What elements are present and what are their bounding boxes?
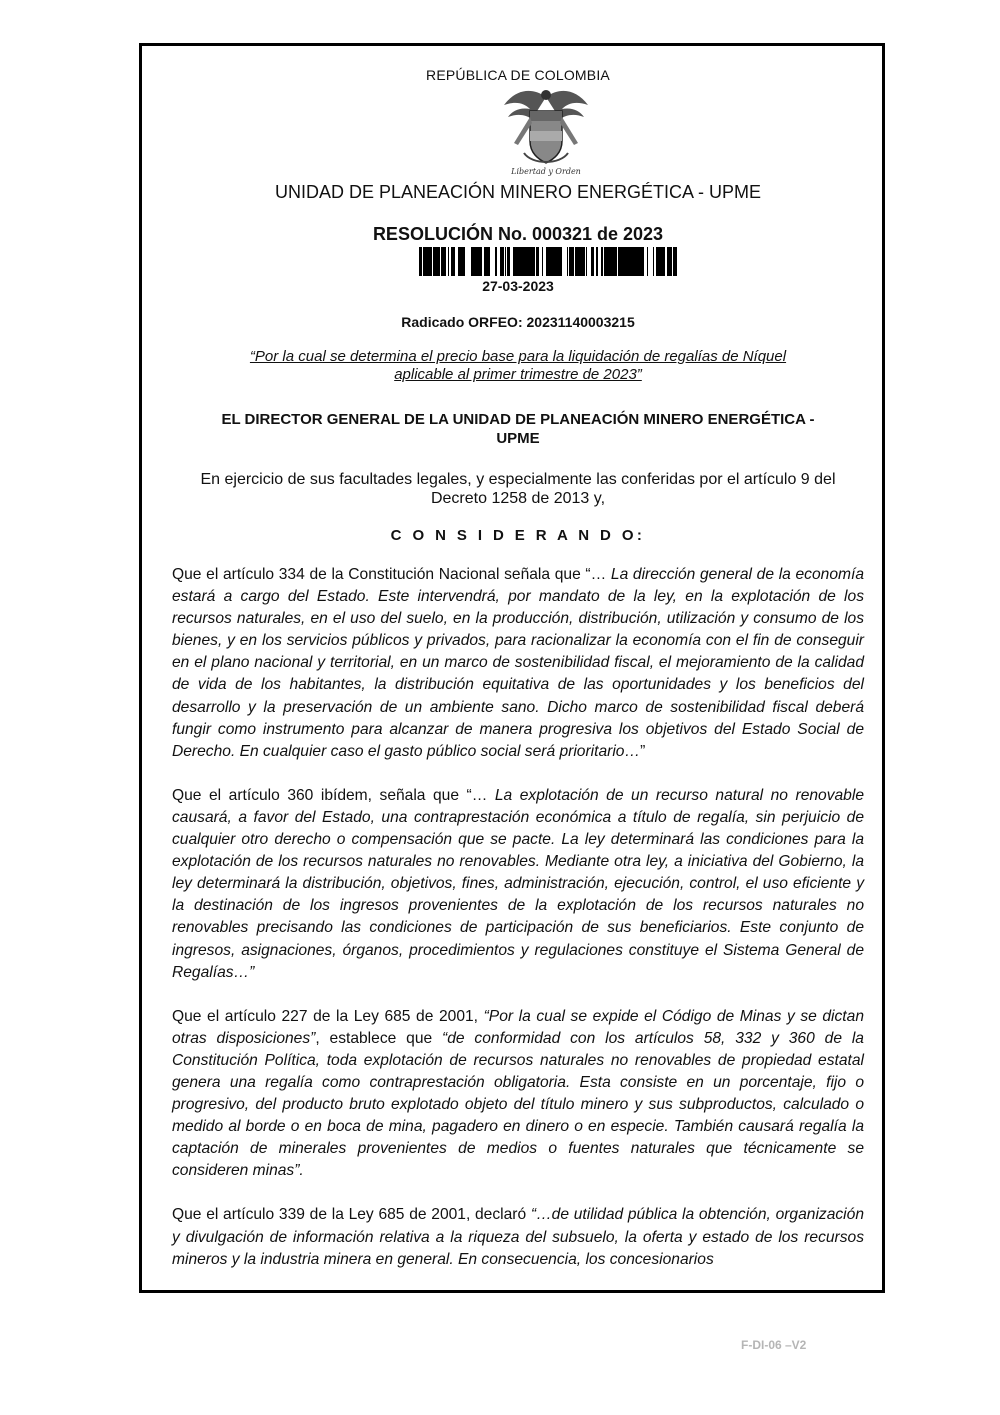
barcode-bar — [495, 247, 496, 276]
barcode-bar — [653, 247, 654, 276]
barcode-bar — [473, 247, 474, 276]
barcode-bar — [674, 247, 677, 276]
barcode-bar — [484, 247, 486, 276]
barcode-bar — [641, 247, 642, 276]
barcode-bar — [642, 247, 643, 276]
barcode-bar — [478, 247, 480, 276]
barcode-bar — [659, 247, 662, 276]
barcode-bar — [626, 247, 627, 276]
barcode-bar — [444, 247, 446, 276]
barcode-bar — [575, 247, 576, 276]
barcode-bar — [441, 247, 442, 276]
barcode-bar — [442, 247, 444, 276]
paragraph-connector: , establece que — [315, 1029, 443, 1047]
barcode-bar — [516, 247, 517, 276]
barcode-bar — [616, 247, 617, 276]
barcode-bar — [500, 247, 501, 276]
barcode-bar — [519, 247, 520, 276]
barcode-bar — [640, 247, 641, 276]
paragraph-quote: “…de utilidad pública la obtención, organización y divulgación de información relativa a la riqueza del subsuelo, la oferta y estado de los recursos mineros y la industria minera en general. En consecuencia, los concesionarios — [172, 1206, 864, 1268]
country-heading: REPÚBLICA DE COLOMBIA — [426, 67, 610, 83]
barcode-bar — [474, 247, 475, 276]
form-code: F-DI-06 –V2 — [741, 1338, 807, 1352]
barcode-bar — [421, 247, 422, 276]
considerando-heading: C O N S I D E R A N D O: — [390, 527, 646, 544]
barcode-bar — [593, 247, 594, 276]
paragraph-article-334 — [172, 564, 864, 763]
barcode-bar — [435, 247, 437, 276]
barcode-bar — [425, 247, 428, 276]
subject-line-2: aplicable al primer trimestre de 2023” — [394, 366, 642, 383]
condor-head — [541, 90, 551, 100]
considerations-body — [172, 564, 864, 1293]
resolution-subject — [232, 348, 804, 384]
paragraph-quote: La dirección general de la economía estará a cargo del Estado. Este intervendrá, por mandato de la ley, en la explotación de los recursos naturales, en el uso del suelo, en la producción, distribución, utilización y consumo de los bienes, y en los servicios públicos y privados, para racionalizar la economía con el fin de conseguir en el plano nacional y territorial, en un marco de sostenibilidad fiscal, el mejoramiento de la calidad de vida de los habitantes, la distribución equitativa de las oportunidades y los beneficios del desarrollo y la preservación de un ambiente sano. Dicho marco de sostenibilidad fiscal deberá fungir como instrumento para alcanzar de manera progresiva los objetivos del Estado Social de Derecho. En cualquier caso el gasto público social será prioritario… — [172, 566, 864, 760]
barcode-bar — [542, 247, 543, 276]
barcode-bar — [546, 247, 548, 276]
barcode-bar — [669, 247, 670, 276]
barcode-bar — [664, 247, 665, 276]
barcode-bar — [567, 247, 568, 276]
barcode-bar — [552, 247, 555, 276]
barcode-bar — [548, 247, 551, 276]
barcode-bar — [555, 247, 557, 276]
paragraph-quote: “de conformidad con los artículos 58, 332 y 360 de la Constitución Política, toda explotación de recursos naturales no renovables de propiedad estatal genera una regalía como contraprestación obligatoria. Esta consiste en un porcentaje, fijo o progresivo, del producto bruto explotado objeto del título minero y sus subproductos, calculado o medido al borde o en boca de mina, pagadero en dinero o en especie. También causará regalía la captación de minerales provenientes de medios o fuentes naturales que técnicamente se consideren minas”. — [172, 1029, 864, 1180]
barcode-bar — [460, 247, 462, 276]
radicado-number: Radicado ORFEO: 20231140003215 — [401, 314, 635, 330]
barcode-bar — [583, 247, 585, 276]
barcode-bar — [453, 247, 454, 276]
barcode-bar — [502, 247, 503, 276]
barcode-bar — [508, 247, 509, 276]
barcode-bar — [496, 247, 497, 276]
barcode-bar — [618, 247, 621, 276]
barcode-bar — [613, 247, 616, 276]
barcode-bar — [604, 247, 607, 276]
barcode-bar — [551, 247, 552, 276]
barcode-bar — [509, 247, 510, 276]
barcode-bar — [419, 247, 420, 276]
barcode-bar — [471, 247, 473, 276]
barcode-bar — [522, 247, 525, 276]
director-heading — [172, 410, 864, 448]
barcode-bar — [579, 247, 580, 276]
barcode-bar — [662, 247, 663, 276]
barcode-bar — [517, 247, 519, 276]
barcode-bar — [607, 247, 608, 276]
barcode-bar — [608, 247, 610, 276]
barcode-bar — [433, 247, 435, 276]
law-title: “Por la cual se expide el Código de Minas y se dictan otras disposiciones” — [172, 1007, 864, 1047]
barcode-bar — [627, 247, 630, 276]
barcode-bar — [521, 247, 522, 276]
barcode-icon — [419, 247, 677, 276]
barcode-bar — [520, 247, 521, 276]
barcode-bar — [639, 247, 640, 276]
barcode-bar — [601, 247, 603, 276]
barcode-bar — [656, 247, 657, 276]
paragraph-intro: Que el artículo 339 de la Ley 685 de 2001, declaró — [172, 1206, 531, 1224]
subject-line-1: “Por la cual se determina el precio base para la liquidación de regalías de Níquel — [249, 348, 787, 365]
barcode-bar — [429, 247, 431, 276]
barcode-bar — [591, 247, 593, 276]
barcode-bar — [673, 247, 674, 276]
barcode-bar — [536, 247, 539, 276]
barcode-bar — [489, 247, 490, 276]
paragraph-quote: La explotación de un recurso natural no renovable causará, a favor del Estado, una contraprestación económica a título de regalía, sin perjuicio de cualquier otro derecho o compensación que se pacte. La ley determinará las condiciones para la explotación de los recursos naturales no renovables. Mediante otra ley, a iniciativa del Gobierno, la ley determinará la distribución, objetivos, fines, administración, ejecución, control, el uso eficiente y la destinación de los ingresos provenientes de la explotación de los recursos naturales no renovables precisando las condiciones de participación de sus beneficiarios. Este conjunto de ingresos, asignaciones, órganos, procedimientos y regulaciones constituye el Sistema General de Regalías…” — [172, 786, 864, 981]
document-frame — [139, 43, 885, 1293]
barcode-bar — [505, 247, 506, 276]
barcode-bar — [428, 247, 429, 276]
barcode-bar — [451, 247, 453, 276]
barcode-bar — [559, 247, 561, 276]
barcode-bar — [671, 247, 672, 276]
barcode-bar — [501, 247, 502, 276]
barcode-bar — [480, 247, 482, 276]
shield-top-band — [530, 111, 562, 121]
barcode-bar — [532, 247, 535, 276]
barcode-bar — [503, 247, 504, 276]
barcode-bar — [573, 247, 574, 276]
resolution-title: RESOLUCIÓN No. 000321 de 2023 — [372, 224, 664, 244]
barcode-bar — [578, 247, 579, 276]
seal-motto: Libertad y Orden — [511, 167, 581, 176]
barcode-bar — [431, 247, 432, 276]
barcode-bar — [597, 247, 598, 276]
barcode-bar — [610, 247, 613, 276]
barcode-bar — [423, 247, 425, 276]
barcode-bar — [634, 247, 636, 276]
entity-name: UNIDAD DE PLANEACIÓN MINERO ENERGÉTICA - UPME — [274, 182, 762, 202]
barcode-bar — [668, 247, 669, 276]
faculties-statement — [172, 470, 864, 508]
barcode-bar — [596, 247, 597, 276]
barcode-bar — [586, 247, 587, 276]
barcode-bar — [633, 247, 634, 276]
barcode-bar — [462, 247, 463, 276]
barcode-date: 27-03-2023 — [482, 278, 554, 294]
director-line-1: EL DIRECTOR GENERAL DE LA UNIDAD DE PLANEACIÓN MINERO ENERGÉTICA - — [221, 411, 815, 428]
barcode-bar — [621, 247, 623, 276]
barcode-bar — [569, 247, 571, 276]
barcode-bar — [572, 247, 573, 276]
barcode-bar — [513, 247, 516, 276]
barcode-bar — [636, 247, 639, 276]
barcode-bar — [571, 247, 572, 276]
barcode-bar — [663, 247, 664, 276]
paragraph-article-339 — [172, 1204, 864, 1270]
barcode-bar — [580, 247, 583, 276]
barcode-bar — [463, 247, 465, 276]
paragraph-intro: Que el artículo 334 de la Constitución Nacional señala que “… — [172, 566, 611, 583]
barcode-bar — [643, 247, 644, 276]
coat-of-arms-icon — [502, 83, 590, 179]
barcode-bar — [475, 247, 478, 276]
barcode-bar — [437, 247, 440, 276]
barcode-bar — [529, 247, 532, 276]
barcode-bar — [458, 247, 459, 276]
barcode-bar — [647, 247, 648, 276]
barcode-bar — [557, 247, 559, 276]
barcode-bar — [525, 247, 526, 276]
barcode-bar — [507, 247, 508, 276]
barcode-bar — [448, 247, 449, 276]
paragraph-intro: Que el artículo 360 ibídem, señala que “… — [172, 786, 495, 804]
barcode-bar — [630, 247, 632, 276]
barcode-bar — [657, 247, 659, 276]
barcode-bar — [667, 247, 668, 276]
director-line-2: UPME — [496, 430, 540, 447]
barcode-bar — [576, 247, 578, 276]
barcode-bar — [623, 247, 625, 276]
barcode-bar — [486, 247, 489, 276]
shield-bottom-band — [530, 131, 562, 141]
barcode-bar — [561, 247, 562, 276]
paragraph-article-227 — [172, 1006, 864, 1183]
barcode-bar — [632, 247, 633, 276]
paragraph-close: ” — [640, 742, 646, 760]
barcode-bar — [420, 247, 421, 276]
faculties-line-1: En ejercicio de sus facultades legales, y especialmente las conferidas por el artículo 9 del — [200, 471, 836, 488]
barcode-bar — [526, 247, 529, 276]
paragraph-article-360 — [172, 785, 864, 984]
barcode-bar — [454, 247, 455, 276]
barcode-bar — [625, 247, 626, 276]
barcode-bar — [459, 247, 460, 276]
faculties-line-2: Decreto 1258 de 2013 y, — [430, 490, 606, 507]
paragraph-intro: Que el artículo 227 de la Ley 685 de 2001, — [172, 1007, 484, 1025]
barcode-bar — [670, 247, 671, 276]
